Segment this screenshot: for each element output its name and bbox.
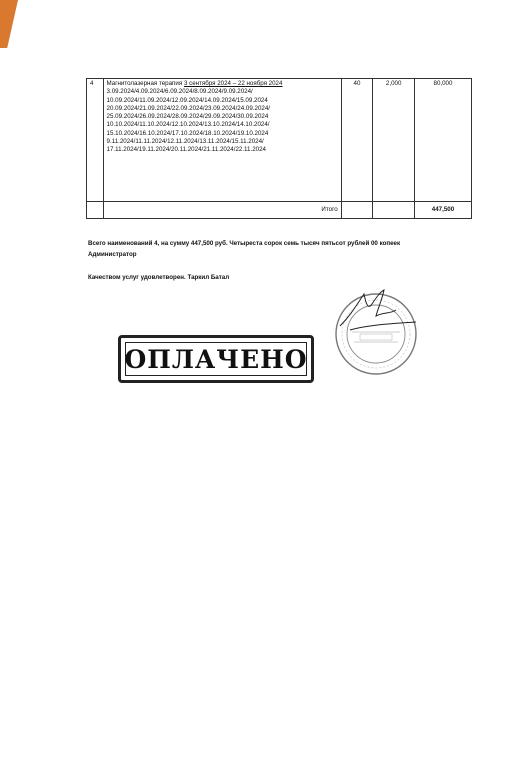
- signature: [340, 290, 416, 330]
- service-name: Магнитолазерная терапия: [106, 80, 183, 87]
- services-table: [86, 78, 472, 219]
- summary-text: Всего наименований 4, на сумму 447,500 руб. Четыреста сорок семь тысяч пятьсот рублей 00 копеек: [88, 240, 401, 247]
- empty-cell: [87, 202, 104, 219]
- total-value: 447,500: [414, 202, 471, 219]
- row-sum: 80,000: [414, 79, 471, 202]
- quality-text: Качеством услуг удовлетворен. Таркил Батал: [88, 274, 230, 281]
- page-corner-mark: [0, 0, 18, 48]
- empty-cell: [373, 202, 415, 219]
- empty-cell: [341, 202, 373, 219]
- paid-stamp-text: ОПЛАЧЕНО: [125, 342, 307, 376]
- service-period: 3 сентября 2024 – 22 ноября 2024: [183, 80, 283, 87]
- row-number: 4: [87, 79, 104, 202]
- service-description: [103, 79, 341, 202]
- total-row: [87, 202, 472, 219]
- total-label: Итого: [103, 202, 341, 219]
- round-seal: [330, 286, 422, 378]
- table-row: [87, 79, 472, 202]
- service-dates: 3.09.2024/4.09.2024/6.09.2024/8.09.2024/9.09.2024/ 10.09.2024/11.09.2024/12.09.2024/14.09.2024/15.09.2024 20.09.2024/21.09.2024/22.09.2024/23.09.2024/24.09.2024/ 25.09.2024/26.09.2024/28.09.2024/29.09.2024/30.09.2024 10.10.2024/11.10.2024/12.10.2024/13.10.2024/14.10.2024/ 15.10.2024/16.10.2024/17.10.2024/18.10.2024/19.10.2024 9.11.2024/11.11.2024/12.11.2024/13.11.2024/15.11.2024/ 17.11.2024/19.11.2024/20.11.2024/21.11.2024/22.11.2024: [106, 88, 270, 154]
- role-text: Администратор: [88, 251, 137, 258]
- row-quantity: 40: [341, 79, 373, 202]
- paid-stamp: [118, 335, 314, 383]
- row-price: 2,000: [373, 79, 415, 202]
